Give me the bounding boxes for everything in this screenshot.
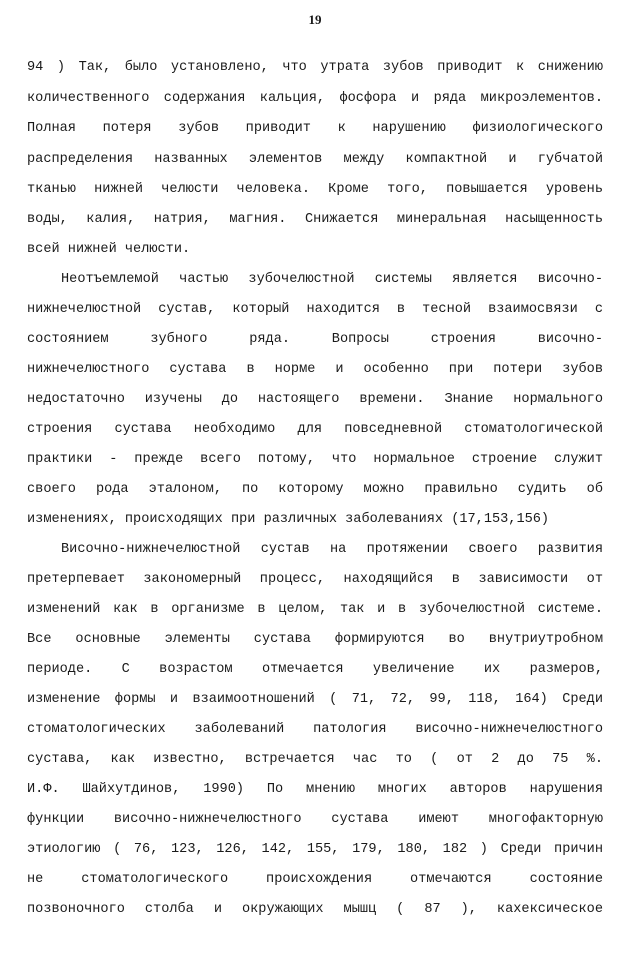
text-line: строения сустава необходимо для повседневной стоматологической: [27, 422, 603, 437]
text-line: периоде. С возрастом отмечается увеличение их размеров,: [27, 662, 603, 677]
text-line: нижнечелюстной сустав, который находится в тесной взаимосвязи с: [27, 302, 603, 317]
text-line: стоматологических заболеваний патология височно-нижнечелюстного: [27, 722, 603, 737]
text-line: претерпевает закономерный процесс, находящийся в зависимости от: [27, 572, 603, 587]
text-line: 94 ) Так, было установлено, что утрата зубов приводит к снижению: [27, 60, 603, 75]
text-line: изменений как в организме в целом, так и в зубочелюстной системе.: [27, 602, 603, 617]
text-line: всей нижней челюсти.: [27, 242, 191, 257]
text-line: недостаточно изучены до настоящего времени. Знание нормального: [27, 392, 603, 407]
text-line: этиологию ( 76, 123, 126, 142, 155, 179, 180, 182 ) Среди причин: [27, 842, 603, 857]
text-line: изменение формы и взаимоотношений ( 71, 72, 99, 118, 164) Среди: [27, 692, 603, 707]
text-line: И.Ф. Шайхутдинов, 1990) По мнению многих авторов нарушения: [27, 782, 603, 797]
text-line: Все основные элементы сустава формируются во внутриутробном: [27, 632, 603, 647]
text-line: количественного содержания кальция, фосфора и ряда микроэлементов.: [27, 91, 603, 106]
text-line: Неотъемлемой частью зубочелюстной системы является височно-: [61, 272, 603, 287]
text-line: изменениях, происходящих при различных заболеваниях (17,153,156): [27, 512, 550, 527]
text-line: функции височно-нижнечелюстного сустава имеют многофакторную: [27, 812, 603, 827]
text-line: не стоматологического происхождения отмечаются состояние: [27, 872, 603, 887]
text-line: распределения названных элементов между компактной и губчатой: [27, 152, 603, 167]
text-line: Височно-нижнечелюстной сустав на протяжении своего развития: [61, 542, 603, 557]
text-line: воды, калия, натрия, магния. Снижается минеральная насыщенность: [27, 212, 603, 227]
text-line: своего рода эталоном, по которому можно правильно судить об: [27, 482, 603, 497]
page-number: 19: [308, 12, 322, 27]
text-line: практики - прежде всего потому, что нормальное строение служит: [27, 452, 603, 467]
text-line: сустава, как известно, встречается час то ( от 2 до 75 %.: [27, 752, 603, 767]
text-line: тканью нижней челюсти человека. Кроме того, повышается уровень: [27, 182, 603, 197]
text-line: Полная потеря зубов приводит к нарушению физиологического: [27, 121, 603, 136]
text-line: нижнечелюстного сустава в норме и особенно при потери зубов: [27, 362, 603, 377]
text-line: позвоночного столба и окружающих мышц ( 87 ), кахексическое: [27, 902, 603, 917]
text-line: состоянием зубного ряда. Вопросы строения височно-: [27, 332, 603, 347]
